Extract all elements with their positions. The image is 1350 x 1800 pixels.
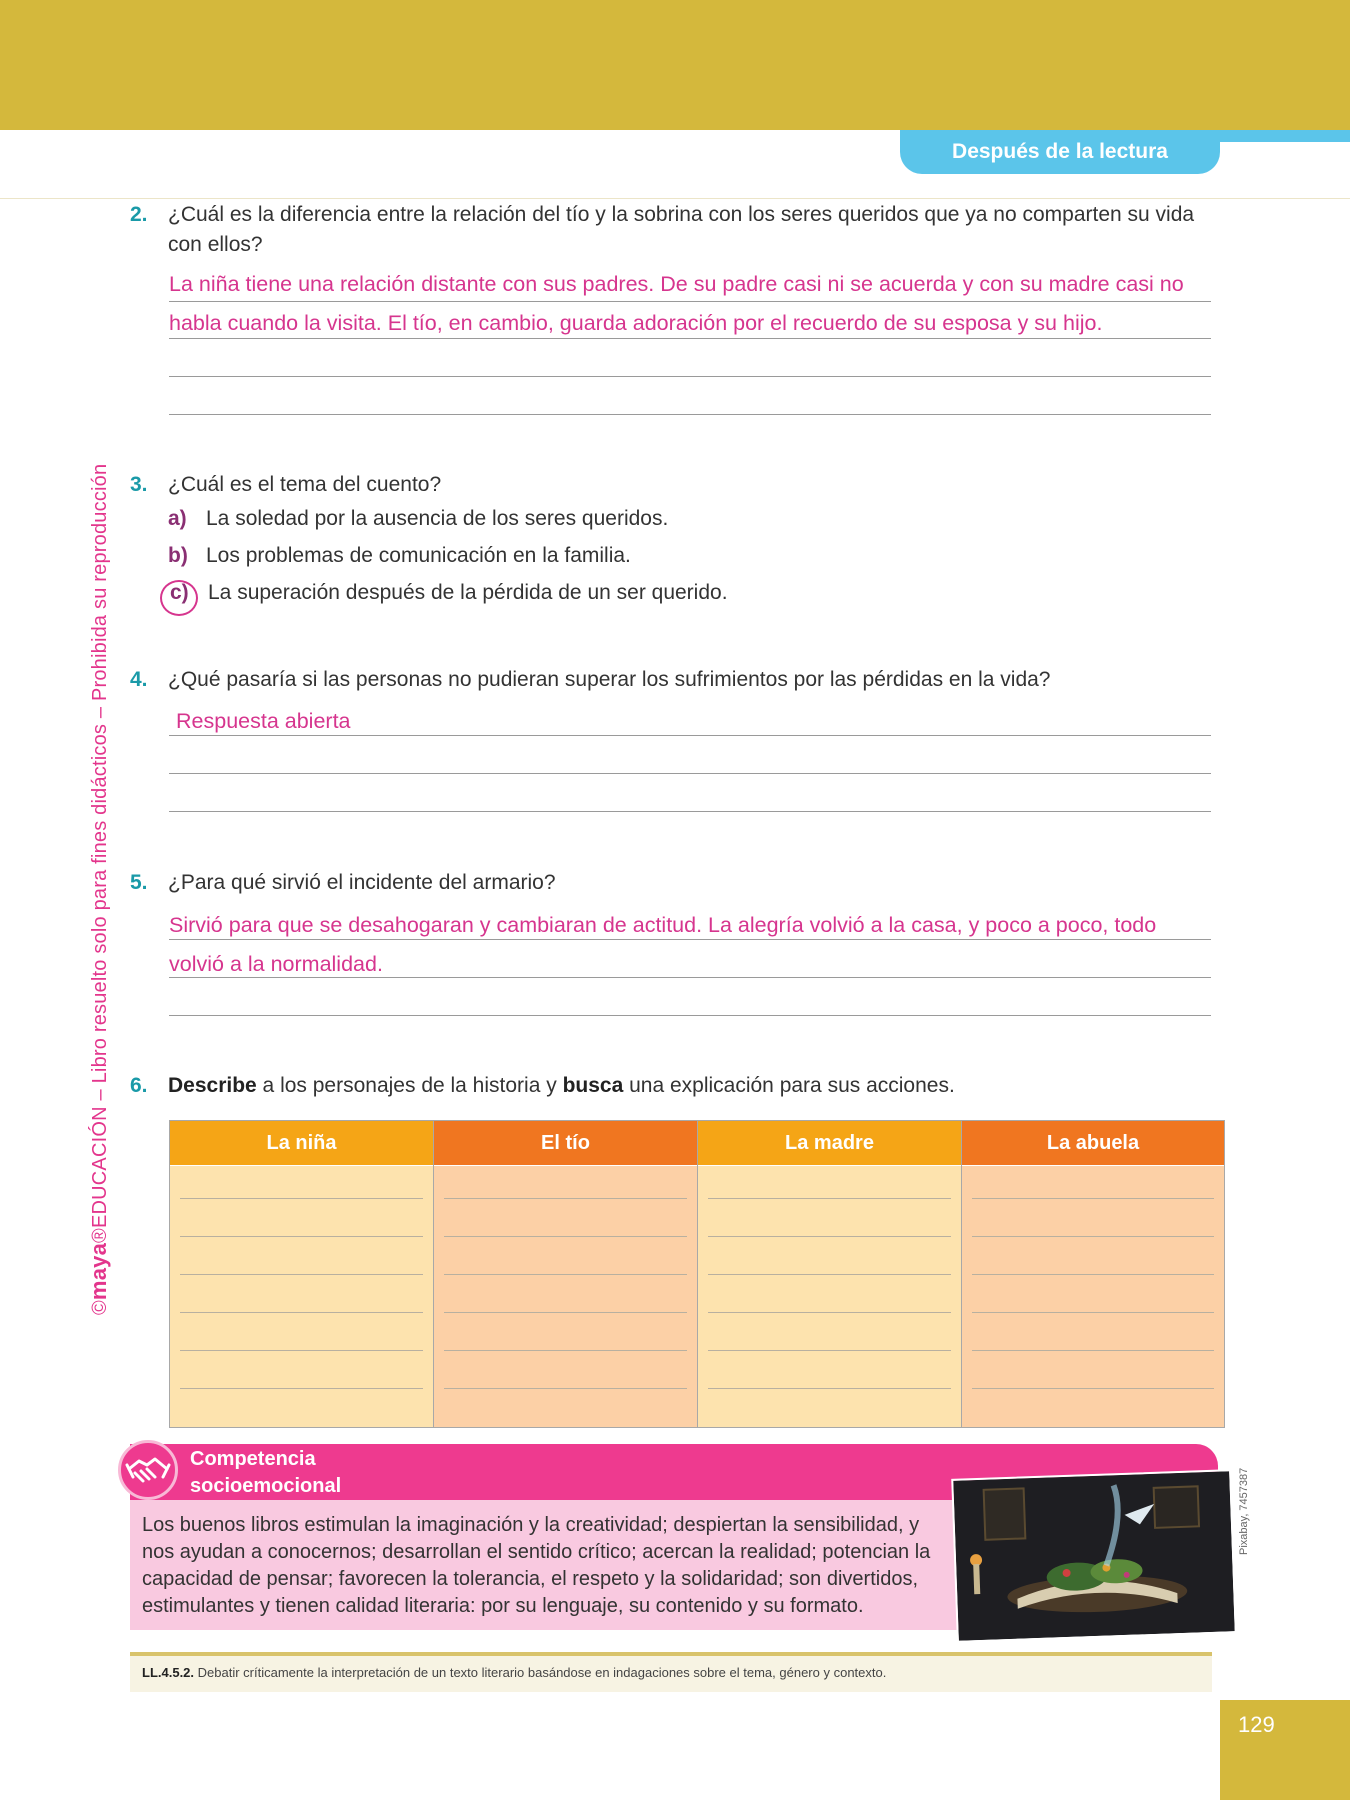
writing-line: [444, 1274, 687, 1275]
writing-line: [708, 1312, 951, 1313]
answer-line: [169, 773, 1211, 774]
writing-line: [972, 1388, 1214, 1389]
writing-line: [180, 1198, 423, 1199]
writing-line: [972, 1198, 1214, 1199]
writing-line: [972, 1274, 1214, 1275]
writing-line: [180, 1274, 423, 1275]
page-number: 129: [1238, 1712, 1275, 1737]
header-band: [0, 0, 1350, 130]
answer-line: [169, 376, 1211, 377]
question-number: 6.: [130, 1074, 148, 1097]
answer-2-line-1: La niña tiene una relación distante con sus padres. De su padre casi ni se acuerda y con su madre casi no: [169, 272, 1184, 296]
option-a: a) La soledad por la ausencia de los seres queridos.: [168, 507, 669, 530]
answer-4: Respuesta abierta: [176, 709, 351, 733]
answer-line: [169, 735, 1211, 736]
answer-line: [169, 301, 1211, 302]
answer-5-line-1: Sirvió para que se desahogaran y cambiaran de actitud. La alegría volvió a la casa, y poco a poco, todo: [169, 913, 1157, 937]
question-number: 2.: [130, 203, 148, 226]
handshake-icon: [118, 1440, 178, 1500]
section-tab: Después de la lectura: [900, 130, 1220, 174]
photo-credit: Pixabay, 7457387: [1238, 1467, 1250, 1555]
table-column-tio[interactable]: [434, 1166, 697, 1427]
answer-line: [169, 414, 1211, 415]
header-tab-tail: [1220, 130, 1350, 142]
writing-line: [972, 1350, 1214, 1351]
option-c: c) La superación después de la pérdida de un ser querido.: [170, 581, 728, 604]
writing-line: [444, 1198, 687, 1199]
writing-line: [444, 1350, 687, 1351]
table-column-madre[interactable]: [698, 1166, 961, 1427]
writing-line: [708, 1388, 951, 1389]
question-text: ¿Para qué sirvió el incidente del armario?: [168, 871, 556, 894]
copyright-text: EDUCACIÓN – Libro resuelto solo para fines didácticos – Prohibida su reproducción: [89, 463, 111, 1229]
question-text: ¿Cuál es la diferencia entre la relación del tío y la sobrina con los seres queridos que ya no comparten su vida con ellos?: [168, 203, 1195, 256]
column-divider: [433, 1121, 434, 1427]
writing-line: [444, 1388, 687, 1389]
writing-line: [972, 1312, 1214, 1313]
writing-line: [444, 1236, 687, 1237]
table-column-nina[interactable]: [170, 1166, 433, 1427]
writing-line: [708, 1198, 951, 1199]
book-photo: [951, 1469, 1237, 1643]
characters-table: [169, 1120, 1225, 1428]
answer-2-line-2: habla cuando la visita. El tío, en cambio, guarda adoración por el recuerdo de su esposa y su hijo.: [169, 311, 1103, 335]
copyright-symbol: ©: [89, 1300, 111, 1315]
question-number: 5.: [130, 871, 148, 894]
writing-line: [180, 1350, 423, 1351]
writing-line: [708, 1274, 951, 1275]
writing-line: [708, 1350, 951, 1351]
competencia-title: Competencia socioemocional: [190, 1448, 342, 1497]
answer-line: [169, 338, 1211, 339]
writing-line: [180, 1312, 423, 1313]
answer-5-line-2: volvió a la normalidad.: [169, 952, 383, 976]
table-header-abuela: La abuela: [962, 1121, 1224, 1165]
table-header-tio: El tío: [434, 1121, 697, 1165]
question-number: 4.: [130, 668, 148, 691]
question-text: ¿Qué pasaría si las personas no pudieran superar los sufrimientos por las pérdidas en la vida?: [168, 668, 1051, 691]
brand-name: maya: [86, 1242, 111, 1301]
writing-line: [444, 1312, 687, 1313]
question-text: Describe a los personajes de la historia y busca una explicación para sus acciones.: [168, 1074, 955, 1097]
question-number: 3.: [130, 473, 148, 496]
answer-line: [169, 1015, 1211, 1016]
registered-mark: ®: [89, 1228, 111, 1243]
writing-line: [180, 1388, 423, 1389]
table-header-madre: La madre: [698, 1121, 961, 1165]
answer-line: [169, 939, 1211, 940]
writing-line: [708, 1236, 951, 1237]
copyright-notice: [86, 464, 112, 1315]
writing-line: [972, 1236, 1214, 1237]
standard-text: LL.4.5.2. Debatir críticamente la interpretación de un texto literario basándose en indagaciones sobre el tema, género y contexto.: [142, 1665, 887, 1680]
table-column-abuela[interactable]: [962, 1166, 1224, 1427]
writing-line: [180, 1236, 423, 1237]
column-divider: [961, 1121, 962, 1427]
question-text: ¿Cuál es el tema del cuento?: [168, 473, 442, 496]
option-b: b) Los problemas de comunicación en la familia.: [168, 544, 631, 567]
column-divider: [697, 1121, 698, 1427]
answer-line: [169, 977, 1211, 978]
table-header-nina: La niña: [170, 1121, 433, 1165]
header-rule: [0, 198, 1350, 199]
answer-line: [169, 811, 1211, 812]
competencia-text: Los buenos libros estimulan la imaginación y la creatividad; despiertan la sensibilidad, y nos ayudan a conocernos; desarrollan el sentido crítico; acercan la realidad; potencian la capacidad de pensar; favorecen la tolerancia, el respeto y la solidaridad; son divertidos, estimulantes y tienen calidad literaria: por su lenguaje, su contenido y su formato.: [142, 1514, 931, 1617]
